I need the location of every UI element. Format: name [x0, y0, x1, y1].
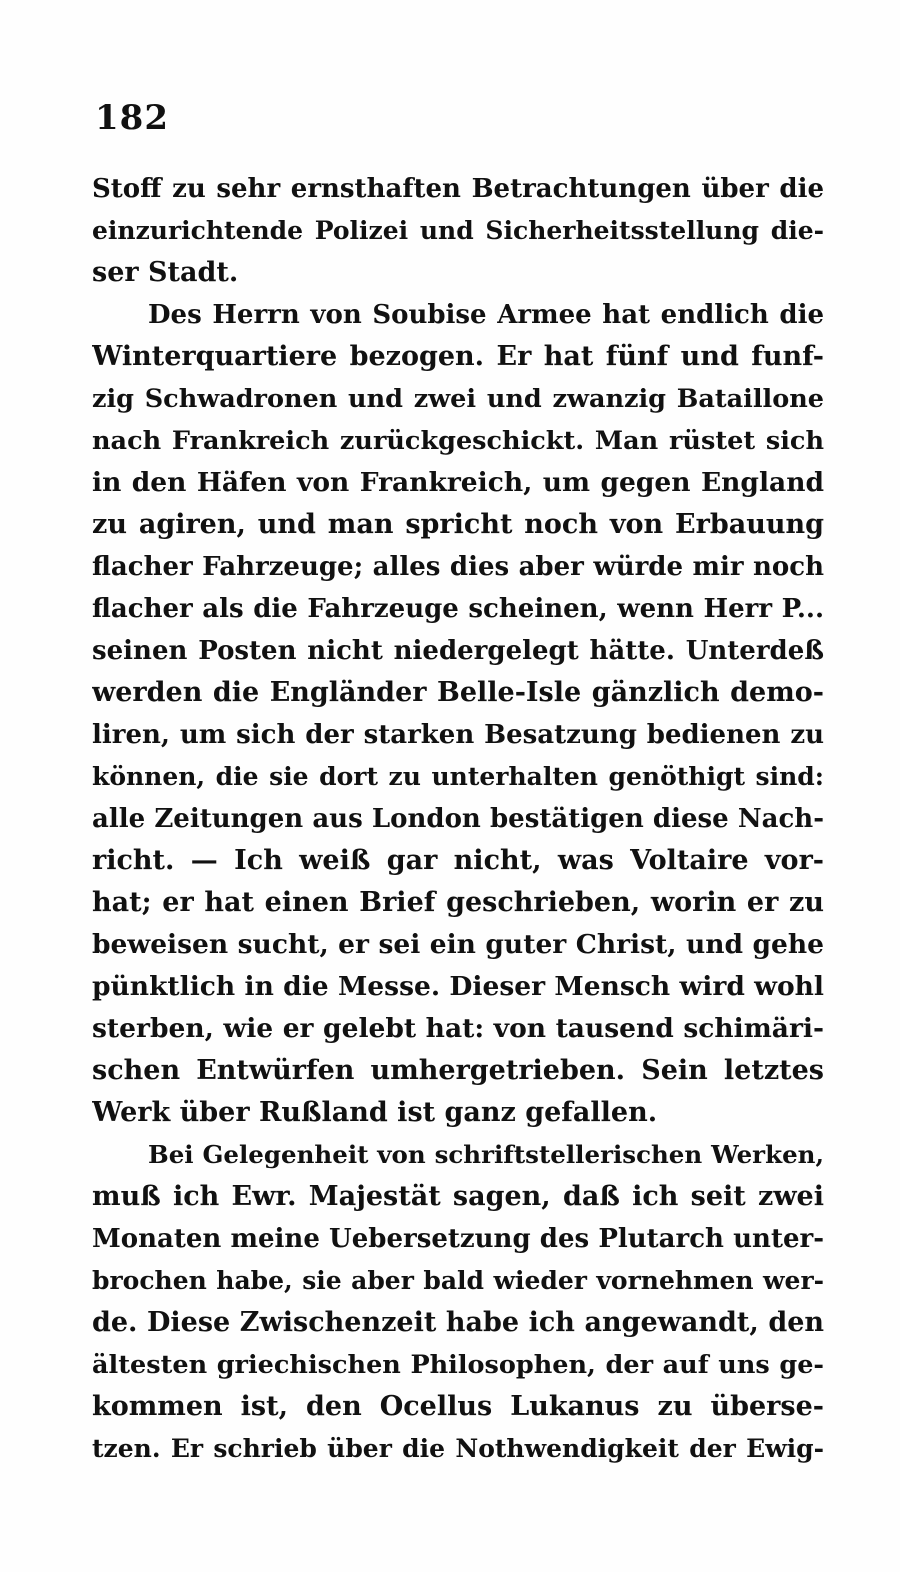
text-line: Des Herrn von Soubise Armee hat endlich die: [148, 300, 824, 330]
text-line: sterben, wie er gelebt hat: von tausend schimäri-: [92, 1013, 824, 1044]
page-number: 182: [95, 98, 169, 138]
text-line: de. Diese Zwischenzeit habe ich angewandt, den: [92, 1307, 824, 1338]
text-line: zig Schwadronen und zwei und zwanzig Bataillone: [92, 384, 824, 414]
text-line: muß ich Ewr. Majestät sagen, daß ich seit zwei: [92, 1181, 824, 1212]
text-line: einzurichtende Polizei und Sicherheitsstellung die-: [92, 216, 824, 245]
text-line: brochen habe, sie aber bald wieder vornehmen wer-: [92, 1266, 824, 1295]
text-line: seinen Posten nicht niedergelegt hätte. Unterdeß: [92, 636, 824, 666]
text-line: werden die Engländer Belle-Isle gänzlich demo-: [92, 677, 824, 708]
text-line: Werk über Rußland ist ganz gefallen.: [92, 1097, 658, 1128]
text-line: zu agiren, und man spricht noch von Erbauung: [92, 509, 824, 540]
text-line: Winterquartiere bezogen. Er hat fünf und funf-: [92, 341, 824, 372]
text-line: Stoff zu sehr ernsthaften Betrachtungen über die: [92, 174, 824, 204]
text-line: Bei Gelegenheit von schriftstellerischen Werken,: [148, 1140, 824, 1169]
text-line: ältesten griechischen Philosophen, der auf uns ge-: [92, 1350, 824, 1380]
body-text: [92, 168, 824, 1470]
text-line: flacher als die Fahrzeuge scheinen, wenn Herr P...: [92, 594, 824, 624]
text-line: können, die sie dort zu unterhalten genöthigt sind:: [92, 762, 824, 791]
text-line: nach Frankreich zurückgeschickt. Man rüstet sich: [92, 426, 824, 456]
text-line: in den Häfen von Frankreich, um gegen England: [92, 467, 824, 498]
text-line: tzen. Er schrieb über die Nothwendigkeit der Ewig-: [92, 1434, 824, 1463]
text-line: pünktlich in die Messe. Dieser Mensch wird wohl: [92, 971, 824, 1002]
text-line: flacher Fahrzeuge; alles dies aber würde mir noch: [92, 552, 824, 582]
text-line: liren, um sich der starken Besatzung bedienen zu: [92, 720, 824, 750]
text-line: beweisen sucht, er sei ein guter Christ, und gehe: [92, 929, 824, 960]
text-line: alle Zeitungen aus London bestätigen diese Nach-: [92, 804, 824, 834]
text-line: kommen ist, den Ocellus Lukanus zu überse-: [92, 1391, 824, 1422]
text-line: Monaten meine Uebersetzung des Plutarch unter-: [92, 1224, 824, 1254]
text-line: richt. — Ich weiß gar nicht, was Voltaire vor-: [92, 845, 824, 876]
text-line: ser Stadt.: [92, 257, 239, 288]
text-line: schen Entwürfen umhergetrieben. Sein letztes: [92, 1055, 824, 1086]
text-line: hat; er hat einen Brief geschrieben, worin er zu: [92, 887, 824, 918]
